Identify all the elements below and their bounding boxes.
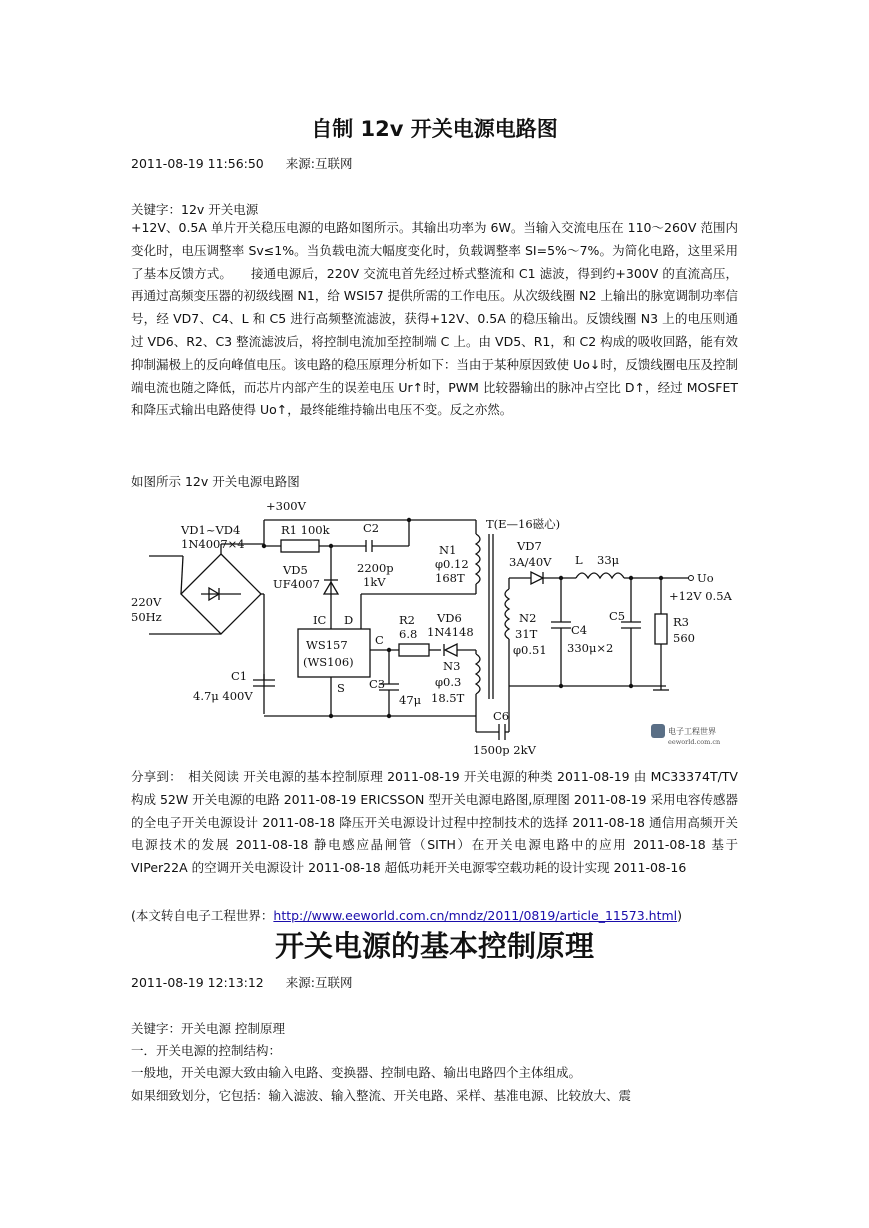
article2-line1: 一般地，开关电源大致由输入电路、变换器、控制电路、输出电路四个主体组成。 xyxy=(131,1065,582,1080)
label-n1: N1 xyxy=(439,543,457,557)
article-meta xyxy=(131,154,352,172)
label-vd5-part: UF4007 xyxy=(273,577,320,591)
label-n1-wire: φ0.12 xyxy=(435,557,469,571)
label-ic: IC xyxy=(313,613,327,627)
repost-prefix: (本文转自电子工程世界： xyxy=(131,908,274,923)
label-s-pin: S xyxy=(337,681,345,695)
watermark-logo xyxy=(651,724,720,746)
label-r1: R1 100k xyxy=(281,523,330,537)
repost-link[interactable]: http://www.eeworld.com.cn/mndz/2011/0819/article_11573.html xyxy=(273,908,678,923)
article2-meta xyxy=(131,973,352,991)
label-vd6: VD6 xyxy=(437,611,462,625)
label-c3-val: 47μ xyxy=(399,693,422,707)
label-ac-hz: 50Hz xyxy=(131,610,162,624)
label-n3-turns: 18.5T xyxy=(431,691,465,705)
label-c4: C4 xyxy=(571,623,588,637)
label-r3: R3 xyxy=(673,615,689,629)
label-c4-val: 330μ×2 xyxy=(567,641,614,655)
label-c3: C3 xyxy=(369,677,386,691)
label-uo: Uo xyxy=(697,571,714,585)
label-n2-turns: 31T xyxy=(515,627,538,641)
label-c6: C6 xyxy=(493,709,510,723)
watermark-url: eeworld.com.cn xyxy=(668,738,721,746)
label-vd7-part: 3A/40V xyxy=(509,555,552,569)
article2-section1: 一．开关电源的控制结构： xyxy=(131,1043,282,1058)
label-c2: C2 xyxy=(363,521,380,535)
label-n2: N2 xyxy=(519,611,537,625)
label-c1-val: 4.7μ 400V xyxy=(193,689,253,703)
label-vd6-part: 1N4148 xyxy=(427,625,474,639)
article2-line2: 如果细致划分，它包括：输入滤波、输入整流、开关电路、采样、基准电源、比较放大、震 xyxy=(131,1088,632,1103)
label-vd1-4-part: 1N4007×4 xyxy=(181,537,245,551)
label-r2: R2 xyxy=(399,613,415,627)
article2-keywords: 关键字：开关电源 控制原理 xyxy=(131,1021,285,1036)
article2-title: 开关电源的基本控制原理 xyxy=(274,929,594,963)
label-c2-val: 2200p xyxy=(357,561,394,575)
article-keywords: 关键字：12v 开关电源 xyxy=(131,202,259,217)
circuit-diagram xyxy=(131,494,741,756)
article-body: +12V、0.5A 单片开关稳压电源的电路如图所示。其输出功率为 6W。当输入交流电压在 110～260V 范围内变化时，电压调整率 Sv≤1%。当负载电流大幅度变化时，负载调整率 SI=5%～7%。为简化电路，这里采用了基本反馈方式。 接通电源后，220V 交流电首先经过桥式整流和 C1 滤波，得到约+300V 的直流高压，再通过高频变压器的初级线圈 N1，给 WSI57 提供所需的工作电压。从次级线圈 N2 上输出的脉宽调制功率信号，经 VD7、C4、L 和 C5 进行高频整流滤波，获得+12V、0.5A 的稳压输出。反馈线圈 N3 上的电压则通过 VD6、R2、C3 整流滤波后，将控制电流加至控制端 C 上。由 VD5、R1，和 C2 构成的吸收回路，能有效抑制漏极上的反向峰值电压。该电路的稳压原理分析如下：当由于某种原因致使 Uo↓时，反馈线圈电压及控制端电流也随之降低，而芯片内部产生的误差电压 Ur↑时，PWM 比较器输出的脉冲占空比 D↑，经过 MOSFET 和降压式输出电路使得 Uo↑，最终能维持输出电压不变。反之亦然。 xyxy=(131,220,738,418)
label-transformer: T(E—16磁心) xyxy=(486,517,561,531)
label-d: D xyxy=(344,613,354,627)
label-r2-val: 6.8 xyxy=(399,627,418,641)
label-r3-val: 560 xyxy=(673,631,695,645)
article2-date: 2011-08-19 12:13:12 xyxy=(131,975,264,990)
related-reading: 分享到： 相关阅读 开关电源的基本控制原理 2011-08-19 开关电源的种类 2011-08-19 由 MC33374T/TV 构成 52W 开关电源的电路 2011-08-19 ERICSSON 型开关电源电路图,原理图 2011-08-19 采用电容传感器的全电子开关电源设计 2011-08-18 降压开关电源设计过程中控制技术的选择 2011-08-18 通信用高频开关电源技术的发展 2011-08-18 静电感应晶闸管（SITH）在开关电源电路中的应用 2011-08-18 基于 VIPer22A 的空调开关电源设计 2011-08-18 超低功耗开关电源零空载功耗的设计实现 2011-08-16 xyxy=(131,769,738,876)
label-n2-wire: φ0.51 xyxy=(513,643,547,657)
label-vd5: VD5 xyxy=(283,563,308,577)
article-source: 来源:互联网 xyxy=(285,156,353,171)
label-output: +12V 0.5A xyxy=(669,589,732,603)
label-chip2: (WS106) xyxy=(303,655,354,669)
label-vd1-4: VD1~VD4 xyxy=(181,523,241,537)
label-chip1: WS157 xyxy=(306,638,348,652)
label-c6-val: 1500p 2kV xyxy=(473,743,536,756)
repost-suffix: ) xyxy=(677,908,683,923)
article2-source: 来源:互联网 xyxy=(285,975,353,990)
label-l-val: 33μ xyxy=(597,553,620,567)
figure-caption: 如图所示 12v 开关电源电路图 xyxy=(131,474,300,489)
repost-line xyxy=(131,906,741,924)
label-vd7: VD7 xyxy=(517,539,542,553)
label-ac-v: 220V xyxy=(131,595,162,609)
label-c1: C1 xyxy=(231,669,248,683)
label-c2-v: 1kV xyxy=(363,575,386,589)
label-l: L xyxy=(575,553,583,567)
label-c-pin: C xyxy=(375,633,384,647)
article-date: 2011-08-19 11:56:50 xyxy=(131,156,264,171)
watermark-text: 电子工程世界 xyxy=(668,727,716,736)
label-n3-wire: φ0.3 xyxy=(435,675,462,689)
label-300v: +300V xyxy=(266,499,306,513)
label-n1-turns: 168T xyxy=(435,571,465,585)
label-c5: C5 xyxy=(609,609,626,623)
label-n3: N3 xyxy=(443,659,461,673)
article-title: 自制 12v 开关电源电路图 xyxy=(311,117,558,141)
